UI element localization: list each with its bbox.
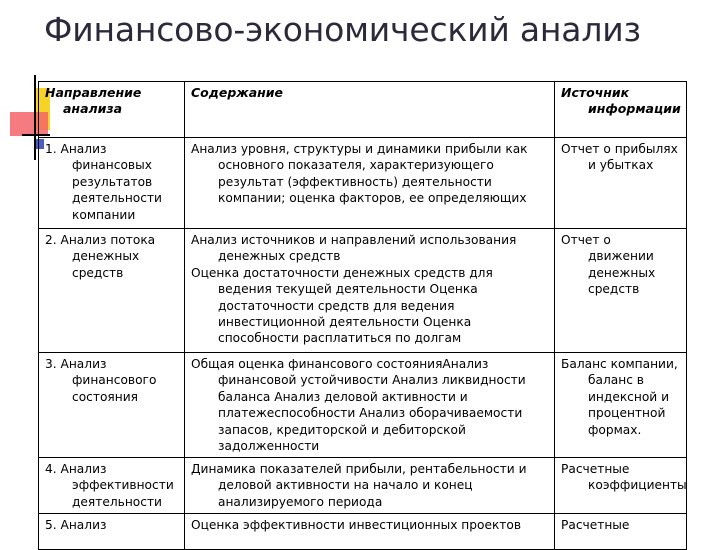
- decor-vertical-line: [34, 75, 36, 160]
- cell-content: Анализ источников и направлений использования денежных средств Оценка достаточности денежных средств для ведения текущей деятельности Оценка достаточности средств для ведения инвестиционной деятельности Оценка способности расплатиться по долгам: [185, 229, 555, 353]
- cell-source: Отчет о прибылях и убытках: [555, 138, 687, 229]
- table-header-row: [39, 82, 687, 138]
- header-content: Содержание: [185, 82, 555, 138]
- header-source: Источник информации: [555, 82, 687, 138]
- cell-source: Расчетные: [555, 514, 687, 550]
- cell-direction: 2. Анализ потока денежных средств: [39, 229, 185, 353]
- cell-direction: 1. Анализ финансовых результатов деятельности компании: [39, 138, 185, 229]
- cell-source: Отчет о движении денежных средств: [555, 229, 687, 353]
- table-row: [39, 514, 687, 550]
- analysis-table: [38, 81, 687, 550]
- table-row: [39, 138, 687, 229]
- slide-title: Финансово-экономический анализ: [44, 10, 641, 49]
- cell-content: Анализ уровня, структуры и динамики прибыли как основного показателя, характеризующего результат (эффективность) деятельности компании; оценка факторов, ее определяющих: [185, 138, 555, 229]
- cell-direction: 5. Анализ: [39, 514, 185, 550]
- cell-direction: 3. Анализ финансового состояния: [39, 353, 185, 458]
- table-row: [39, 458, 687, 514]
- cell-source: Расчетные коэффициенты: [555, 458, 687, 514]
- cell-source: Баланс компании, баланс в индексной и процентной формах.: [555, 353, 687, 458]
- cell-content: Общая оценка финансового состоянияАнализ финансовой устойчивости Анализ ликвидности баланса Анализ деловой активности и платежеспособности Анализ оборачиваемости запасов, кредиторской и дебиторской задолженности: [185, 353, 555, 458]
- table-row: [39, 229, 687, 353]
- table-row: [39, 353, 687, 458]
- cell-direction: 4. Анализ эффективности деятельности: [39, 458, 185, 514]
- header-direction: Направление анализа: [39, 82, 185, 138]
- cell-content: Оценка эффективности инвестиционных проектов: [185, 514, 555, 550]
- cell-content: Динамика показателей прибыли, рентабельности и деловой активности на начало и конец анализируемого периода: [185, 458, 555, 514]
